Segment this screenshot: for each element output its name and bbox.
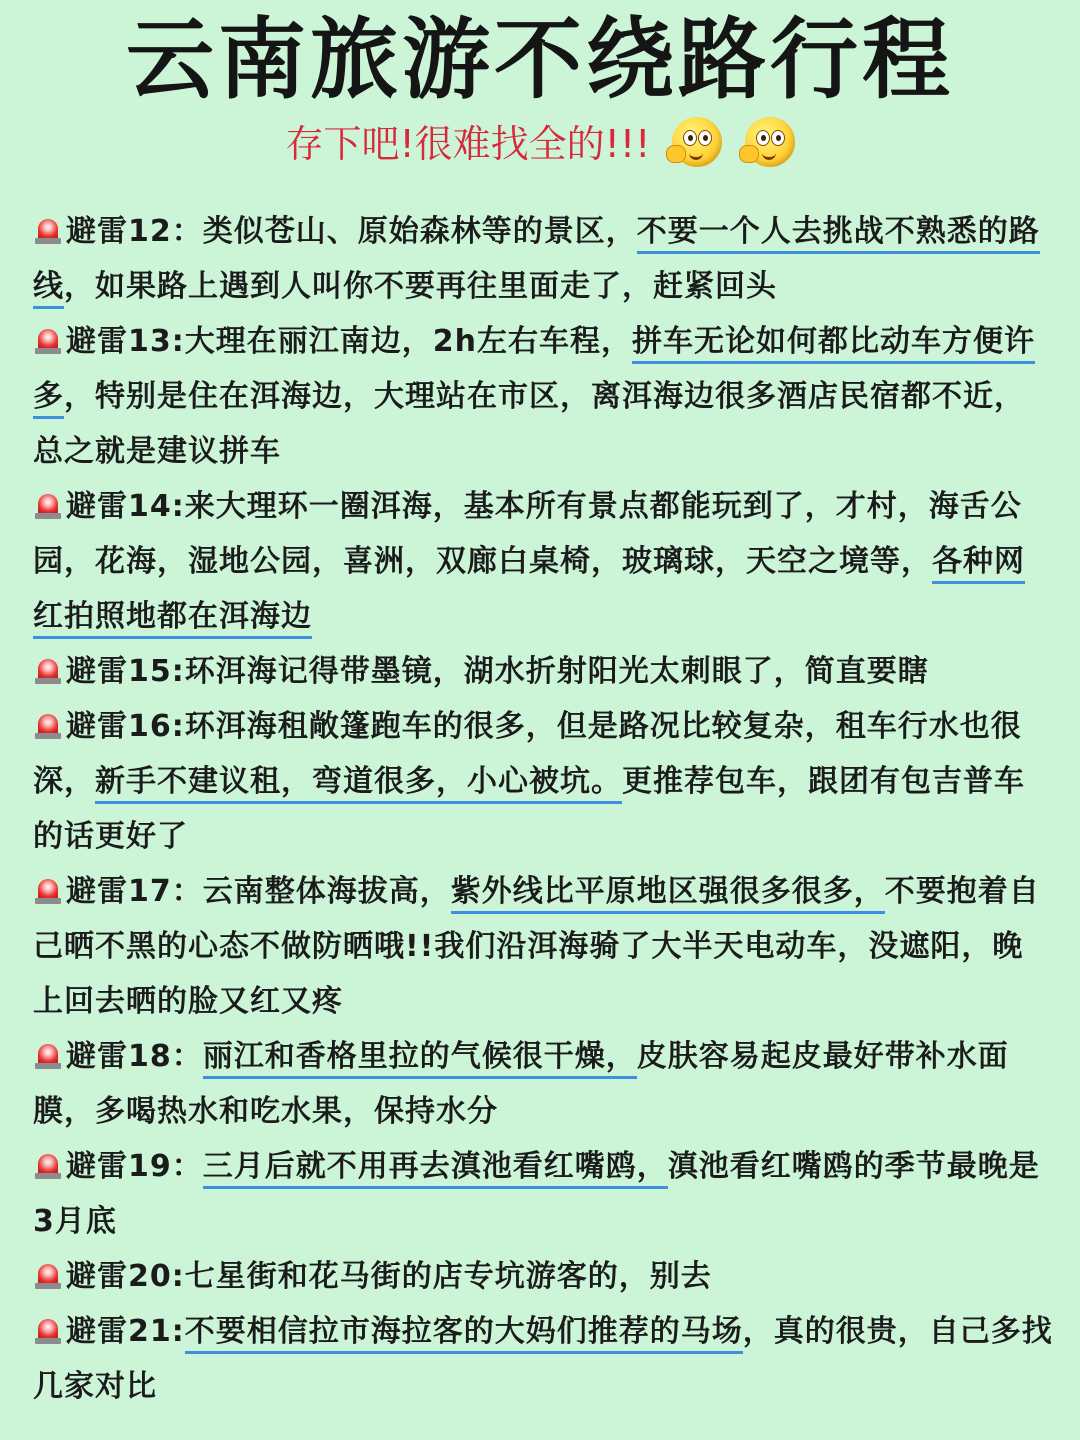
tip-text: 更推荐包车，跟团有包吉普车的话更好了 <box>33 764 1025 854</box>
tip-highlight: 拼车无论如何都比动车方便许多 <box>33 324 1035 419</box>
siren-icon <box>33 712 63 740</box>
siren-icon <box>33 1262 63 1290</box>
page-title: 云南旅游不绕路行程 <box>125 8 954 111</box>
siren-icon <box>33 877 63 905</box>
tip-text: 避雷13:大理在丽江南边，2h左右车程， <box>66 324 632 359</box>
thinking-face-icon <box>745 117 795 167</box>
tip-item <box>33 644 1053 699</box>
subtitle-text: 存下吧!很难找全的!!! <box>285 122 651 166</box>
tip-text: 避雷14:来大理环一圈洱海，基本所有景点都能玩到了，才村，海舌公园，花海，湿地公园，喜洲，双廊白桌椅，玻璃球，天空之境等， <box>33 489 1022 579</box>
tip-item <box>33 1249 1053 1304</box>
tip-text: 滇池看红嘴鸥的季节最晚是3月底 <box>33 1149 1040 1239</box>
siren-icon <box>33 1152 63 1180</box>
tip-text: ，特别是住在洱海边，大理站在市区，离洱海边很多酒店民宿都不近，总之就是建议拼车 <box>33 379 1025 469</box>
tip-highlight: 紫外线比平原地区强很多很多， <box>451 874 885 914</box>
siren-icon <box>33 657 63 685</box>
tip-text: 皮肤容易起皮最好带补水面膜，多喝热水和吃水果，保持水分 <box>33 1039 1009 1129</box>
tip-text: 避雷20:七星街和花马街的店专坑游客的，别去 <box>66 1259 712 1294</box>
siren-icon <box>33 327 63 355</box>
tip-text: 避雷12：类似苍山、原始森林等的景区， <box>66 214 637 249</box>
tip-highlight: 丽江和香格里拉的气候很干燥， <box>203 1039 637 1079</box>
tip-text: 避雷15:环洱海记得带墨镜，湖水折射阳光太刺眼了，简直要瞎 <box>66 654 929 689</box>
siren-icon <box>33 492 63 520</box>
tip-text: 避雷19： <box>66 1149 203 1184</box>
thinking-face-icon <box>672 117 722 167</box>
tip-item <box>33 1029 1053 1139</box>
tip-item <box>33 1304 1053 1414</box>
tip-text: 避雷16:环洱海租敞篷跑车的很多，但是路况比较复杂，租车行水也很深， <box>33 709 1022 799</box>
tip-item <box>33 479 1053 644</box>
siren-icon <box>33 217 63 245</box>
tip-highlight: 不要一个人去挑战不熟悉的路线 <box>33 214 1040 309</box>
tip-highlight: 各种网红拍照地都在洱海边 <box>33 544 1025 639</box>
tip-text: 避雷17：云南整体海拔高， <box>66 874 451 909</box>
tip-item <box>33 204 1053 314</box>
subtitle <box>0 114 1080 174</box>
tip-item <box>33 1139 1053 1249</box>
tip-text: ，真的很贵，自己多找几家对比 <box>33 1314 1053 1404</box>
tip-text: 避雷21: <box>66 1314 185 1349</box>
tip-highlight: 不要相信拉市海拉客的大妈们推荐的马场 <box>185 1314 743 1354</box>
tip-item <box>33 699 1053 864</box>
tip-item <box>33 864 1053 1029</box>
tip-text: 避雷18： <box>66 1039 203 1074</box>
siren-icon <box>33 1317 63 1345</box>
tip-highlight: 三月后就不用再去滇池看红嘴鸥， <box>203 1149 668 1189</box>
tips-list <box>33 204 1053 1414</box>
siren-icon <box>33 1042 63 1070</box>
tip-text: 不要抱着自己晒不黑的心态不做防晒哦!!我们沿洱海骑了大半天电动车，没遮阳，晚上回去晒的脸又红又疼 <box>33 874 1040 1019</box>
tip-text: ，如果路上遇到人叫你不要再往里面走了，赶紧回头 <box>64 269 777 304</box>
tip-item <box>33 314 1053 479</box>
tip-highlight: 新手不建议租，弯道很多，小心被坑。 <box>95 764 622 804</box>
